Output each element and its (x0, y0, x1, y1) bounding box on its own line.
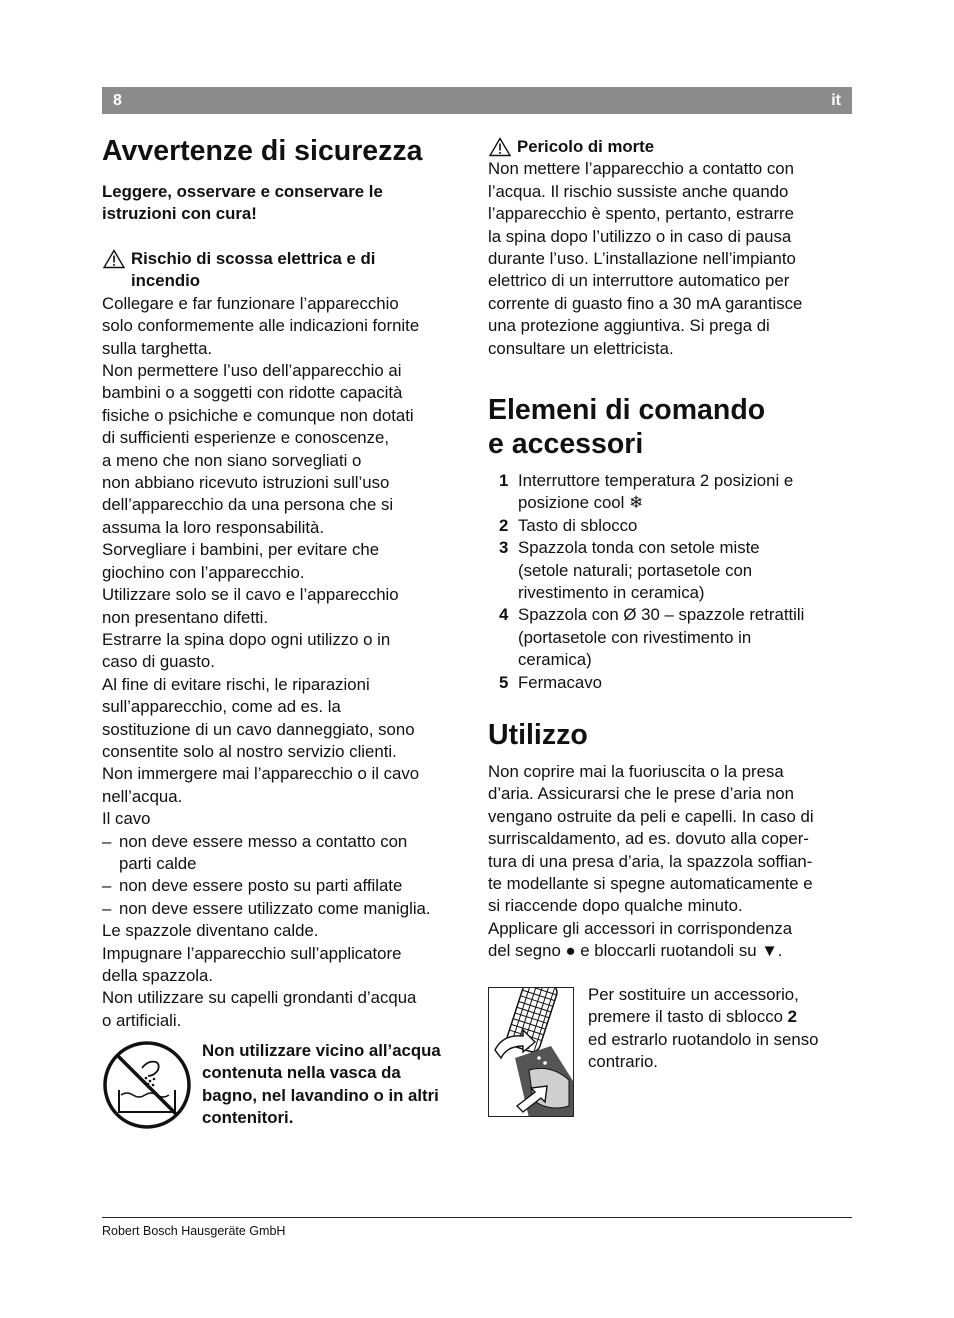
shock-warning-heading: Rischio di scossa elettrica e di incendio (102, 248, 468, 293)
accessory-change-illustration (488, 987, 574, 1117)
list-item: 2 Tasto di sblocco (499, 515, 638, 535)
shock-warning (102, 248, 468, 1032)
usage-title: Utilizzo (488, 719, 588, 751)
list-item: – non deve essere utilizzato come maniglia. (102, 898, 431, 918)
list-item: 5 Fermacavo (499, 672, 602, 692)
water-warning-text: Non utilizzare vicino all’acqua contenuta nella vasca da bagno, nel lavandino o in altri contenitori. (202, 1041, 441, 1128)
no-water-icon (102, 1040, 192, 1130)
death-warning-heading: Pericolo di morte (488, 136, 854, 158)
language-code: it (831, 92, 841, 109)
warning-triangle-icon (489, 137, 511, 157)
death-warning: Pericolo di morte Non mettere l’apparecchio a contatto con l’acqua. Il rischio sussiste anche quando l’apparecchio è spento, pertanto, estrarre la spina dopo l’utilizzo o in caso di pausa durante l’uso. L’installazione nell’impianto elettrico di un interruttore automatico per corrente di guasto fino a 30 mA garantisce una protezione aggiuntiva. Si prega di consultare un elettricista. (488, 136, 854, 360)
warning-triangle-icon (103, 249, 125, 269)
safety-intro: Leggere, osservare e conservare le istruzioni con cura! (102, 182, 383, 224)
brush-swap-icon (489, 988, 574, 1117)
controls-list (488, 470, 854, 694)
list-item: – non deve essere posto su parti affilate (102, 876, 403, 896)
header-bar (102, 87, 852, 114)
shock-warning-body: Collegare e far funzionare l’apparecchio solo conformemente alle indicazioni fornite sulla targhetta. Non permettere l’uso dell’apparecchio ai bambini o a soggetti con ridotte capacità fisiche o psichiche e comunque non dotati di sufficienti esperienze e conoscenze, a meno che non siano sorvegliati o non abbiano ricevuto istruzioni sull’uso dell’apparecchio da una persona che si assuma la loro responsabilità. Sorvegliare i bambini, per evitare che giochino con l’apparecchio. Utilizzare solo se il cavo e l’apparecchio non presentano difetti. Estrarre la spina dopo ogni utilizzo o in caso di guasto. Al fine di evitare rischi, le riparazioni sull’apparecchio, come ad es. la sostituzione di un cavo danneggiato, sono consentite solo al nostro servizio clienti. Non immergere mai l’apparecchio o il cavo nell’acqua. Il cavo – non deve essere messo a contatto con parti calde – non deve essere posto su parti affilate – non deve essere utilizzato come maniglia. Le spazzole diventano calde. Impugnare l’apparecchio sull’applicatore della spazzola. Non utilizzare su capelli grondanti d’acqua o artificiali. (102, 293, 468, 1032)
footer-company: Robert Bosch Hausgeräte GmbH (102, 1224, 286, 1238)
page-number: 8 (113, 92, 122, 109)
footer-divider (102, 1217, 852, 1218)
ref-number: 2 (787, 1007, 797, 1027)
usage-text: Non coprire mai la fuoriuscita o la presa d’aria. Assicurarsi che le prese d’aria non vengano ostruite da peli e capelli. In caso di surriscaldamento, ad es. dovuto alla coper- tura di una presa d’aria, la spazzola soffian- te modellante si spegne automaticamente e si riaccende dopo qualche minuto. Applicare gli accessori in corrispondenza del segno ● e bloccarli ruotandoli su ▼. (488, 762, 814, 961)
replace-accessory-text: Per sostituire un accessorio, premere il tasto di sblocco 2 ed estrarlo ruotandolo in senso contrario. (588, 985, 819, 1072)
list-item: 4 Spazzola con Ø 30 – spazzole retrattili (portasetole con rivestimento in ceramica) (499, 605, 805, 670)
safety-title: Avvertenze di sicurezza (102, 135, 423, 167)
controls-title: Elemeni di comando e accessori (488, 394, 766, 460)
list-item: 3 Spazzola tonda con setole miste (setole naturali; portasetole con rivestimento in ceramica) (499, 538, 760, 603)
list-item: – non deve essere messo a contatto con parti calde (102, 831, 408, 873)
list-item: 1 Interruttore temperatura 2 posizioni e posizione cool ❄ (499, 471, 794, 513)
